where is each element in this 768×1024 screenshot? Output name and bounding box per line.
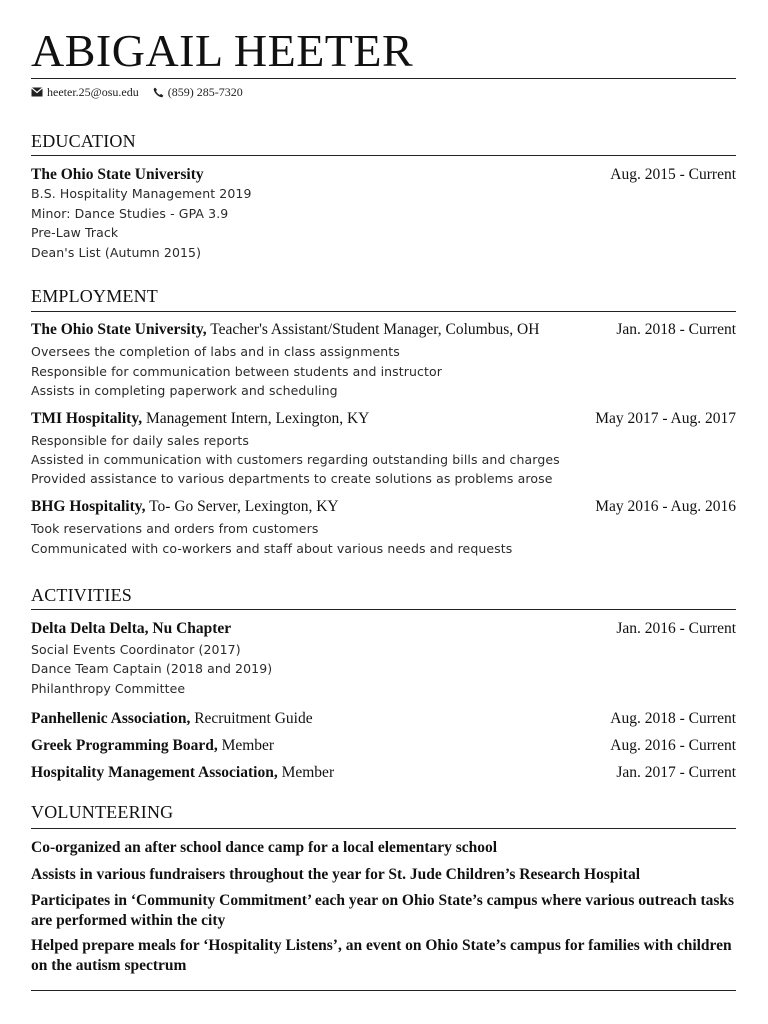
entry-line: Dean's List (Autumn 2015): [31, 245, 202, 260]
volunteer-item: Helped prepare meals for ‘Hospitality Listens’, an event on Ohio State’s campus for families with children on the autism spectrum: [31, 937, 732, 974]
entry-date: May 2017 - Aug. 2017: [595, 410, 736, 427]
entry-line: Took reservations and orders from customers: [31, 521, 319, 536]
activities-divider: [31, 609, 736, 610]
entry-date: May 2016 - Aug. 2016: [595, 498, 736, 515]
education-divider: [31, 155, 736, 156]
entry-org: Greek Programming Board,: [31, 737, 218, 754]
entry-line: Minor: Dance Studies - GPA 3.9: [31, 206, 229, 221]
entry-detail: Member: [277, 764, 335, 781]
entry-line: Assists in completing paperwork and scheduling: [31, 383, 338, 398]
footer-divider: [31, 990, 736, 991]
activity-entry-header: [31, 620, 736, 640]
phone-number: (859) 285-7320: [167, 84, 243, 99]
envelope-icon: [31, 87, 43, 97]
activity-entry-header: [31, 710, 736, 730]
entry-line: Provided assistance to various departments to create solutions as problems arose: [31, 471, 553, 486]
entry-org: TMI Hospitality,: [31, 410, 143, 427]
entry-detail: To- Go Server, Lexington, KY: [145, 498, 339, 515]
volunteer-item: Participates in ‘Community Commitment’ each year on Ohio State’s campus where various outreach tasks are performed within the city: [31, 892, 735, 929]
volunteer-item: Assists in various fundraisers throughout the year for St. Jude Children’s Research Hospital: [31, 866, 641, 883]
activity-entry-header: [31, 764, 736, 784]
entry-line: Social Events Coordinator (2017): [31, 642, 241, 657]
entry-line: Communicated with co-workers and staff about various needs and requests: [31, 541, 513, 556]
email-link[interactable]: heeter.25@osu.edu: [47, 84, 139, 99]
entry-date: Jan. 2017 - Current: [616, 764, 736, 781]
employment-entry-header: [31, 410, 736, 430]
entry-line: Oversees the completion of labs and in class assignments: [31, 344, 400, 359]
entry-detail: Management Intern, Lexington, KY: [142, 410, 370, 427]
employment-entry-header: [31, 498, 736, 518]
entry-line: Responsible for communication between students and instructor: [31, 364, 443, 379]
entry-detail: Member: [217, 737, 275, 754]
entry-date: Jan. 2018 - Current: [616, 321, 736, 338]
employment-entry-header: [31, 321, 736, 341]
entry-org: The Ohio State University,: [31, 321, 207, 338]
entry-org: Hospitality Management Association,: [31, 764, 278, 781]
entry-line: Philanthropy Committee: [31, 681, 186, 696]
entry-date: Jan. 2016 - Current: [616, 620, 736, 637]
entry-org: The Ohio State University: [31, 166, 204, 183]
header-divider: [31, 78, 736, 79]
volunteer-item: Co-organized an after school dance camp for a local elementary school: [31, 839, 498, 856]
volunteering-heading: VOLUNTEERING: [31, 802, 174, 822]
entry-line: Assisted in communication with customers regarding outstanding bills and charges: [31, 452, 560, 467]
entry-line: B.S. Hospitality Management 2019: [31, 186, 252, 201]
entry-detail: Teacher's Assistant/Student Manager, Columbus, OH: [206, 321, 540, 338]
phone-icon: [153, 87, 164, 98]
education-entry-header: [31, 166, 736, 186]
entry-date: Aug. 2018 - Current: [610, 710, 736, 727]
entry-org: Delta Delta Delta, Nu Chapter: [31, 620, 232, 637]
entry-line: Pre-Law Track: [31, 225, 119, 240]
entry-org: Panhellenic Association,: [31, 710, 191, 727]
employment-heading: EMPLOYMENT: [31, 286, 158, 306]
entry-date: Aug. 2015 - Current: [610, 166, 736, 183]
entry-line: Dance Team Captain (2018 and 2019): [31, 661, 273, 676]
resume-name: ABIGAIL HEETER: [31, 25, 414, 76]
education-heading: EDUCATION: [31, 131, 136, 151]
entry-detail: Recruitment Guide: [190, 710, 313, 727]
activity-entry-header: [31, 737, 736, 757]
volunteering-divider: [31, 828, 736, 829]
employment-divider: [31, 311, 736, 312]
entry-line: Responsible for daily sales reports: [31, 433, 249, 448]
contact-line: [31, 84, 243, 100]
activities-heading: ACTIVITIES: [31, 585, 132, 605]
entry-date: Aug. 2016 - Current: [610, 737, 736, 754]
entry-org: BHG Hospitality,: [31, 498, 146, 515]
